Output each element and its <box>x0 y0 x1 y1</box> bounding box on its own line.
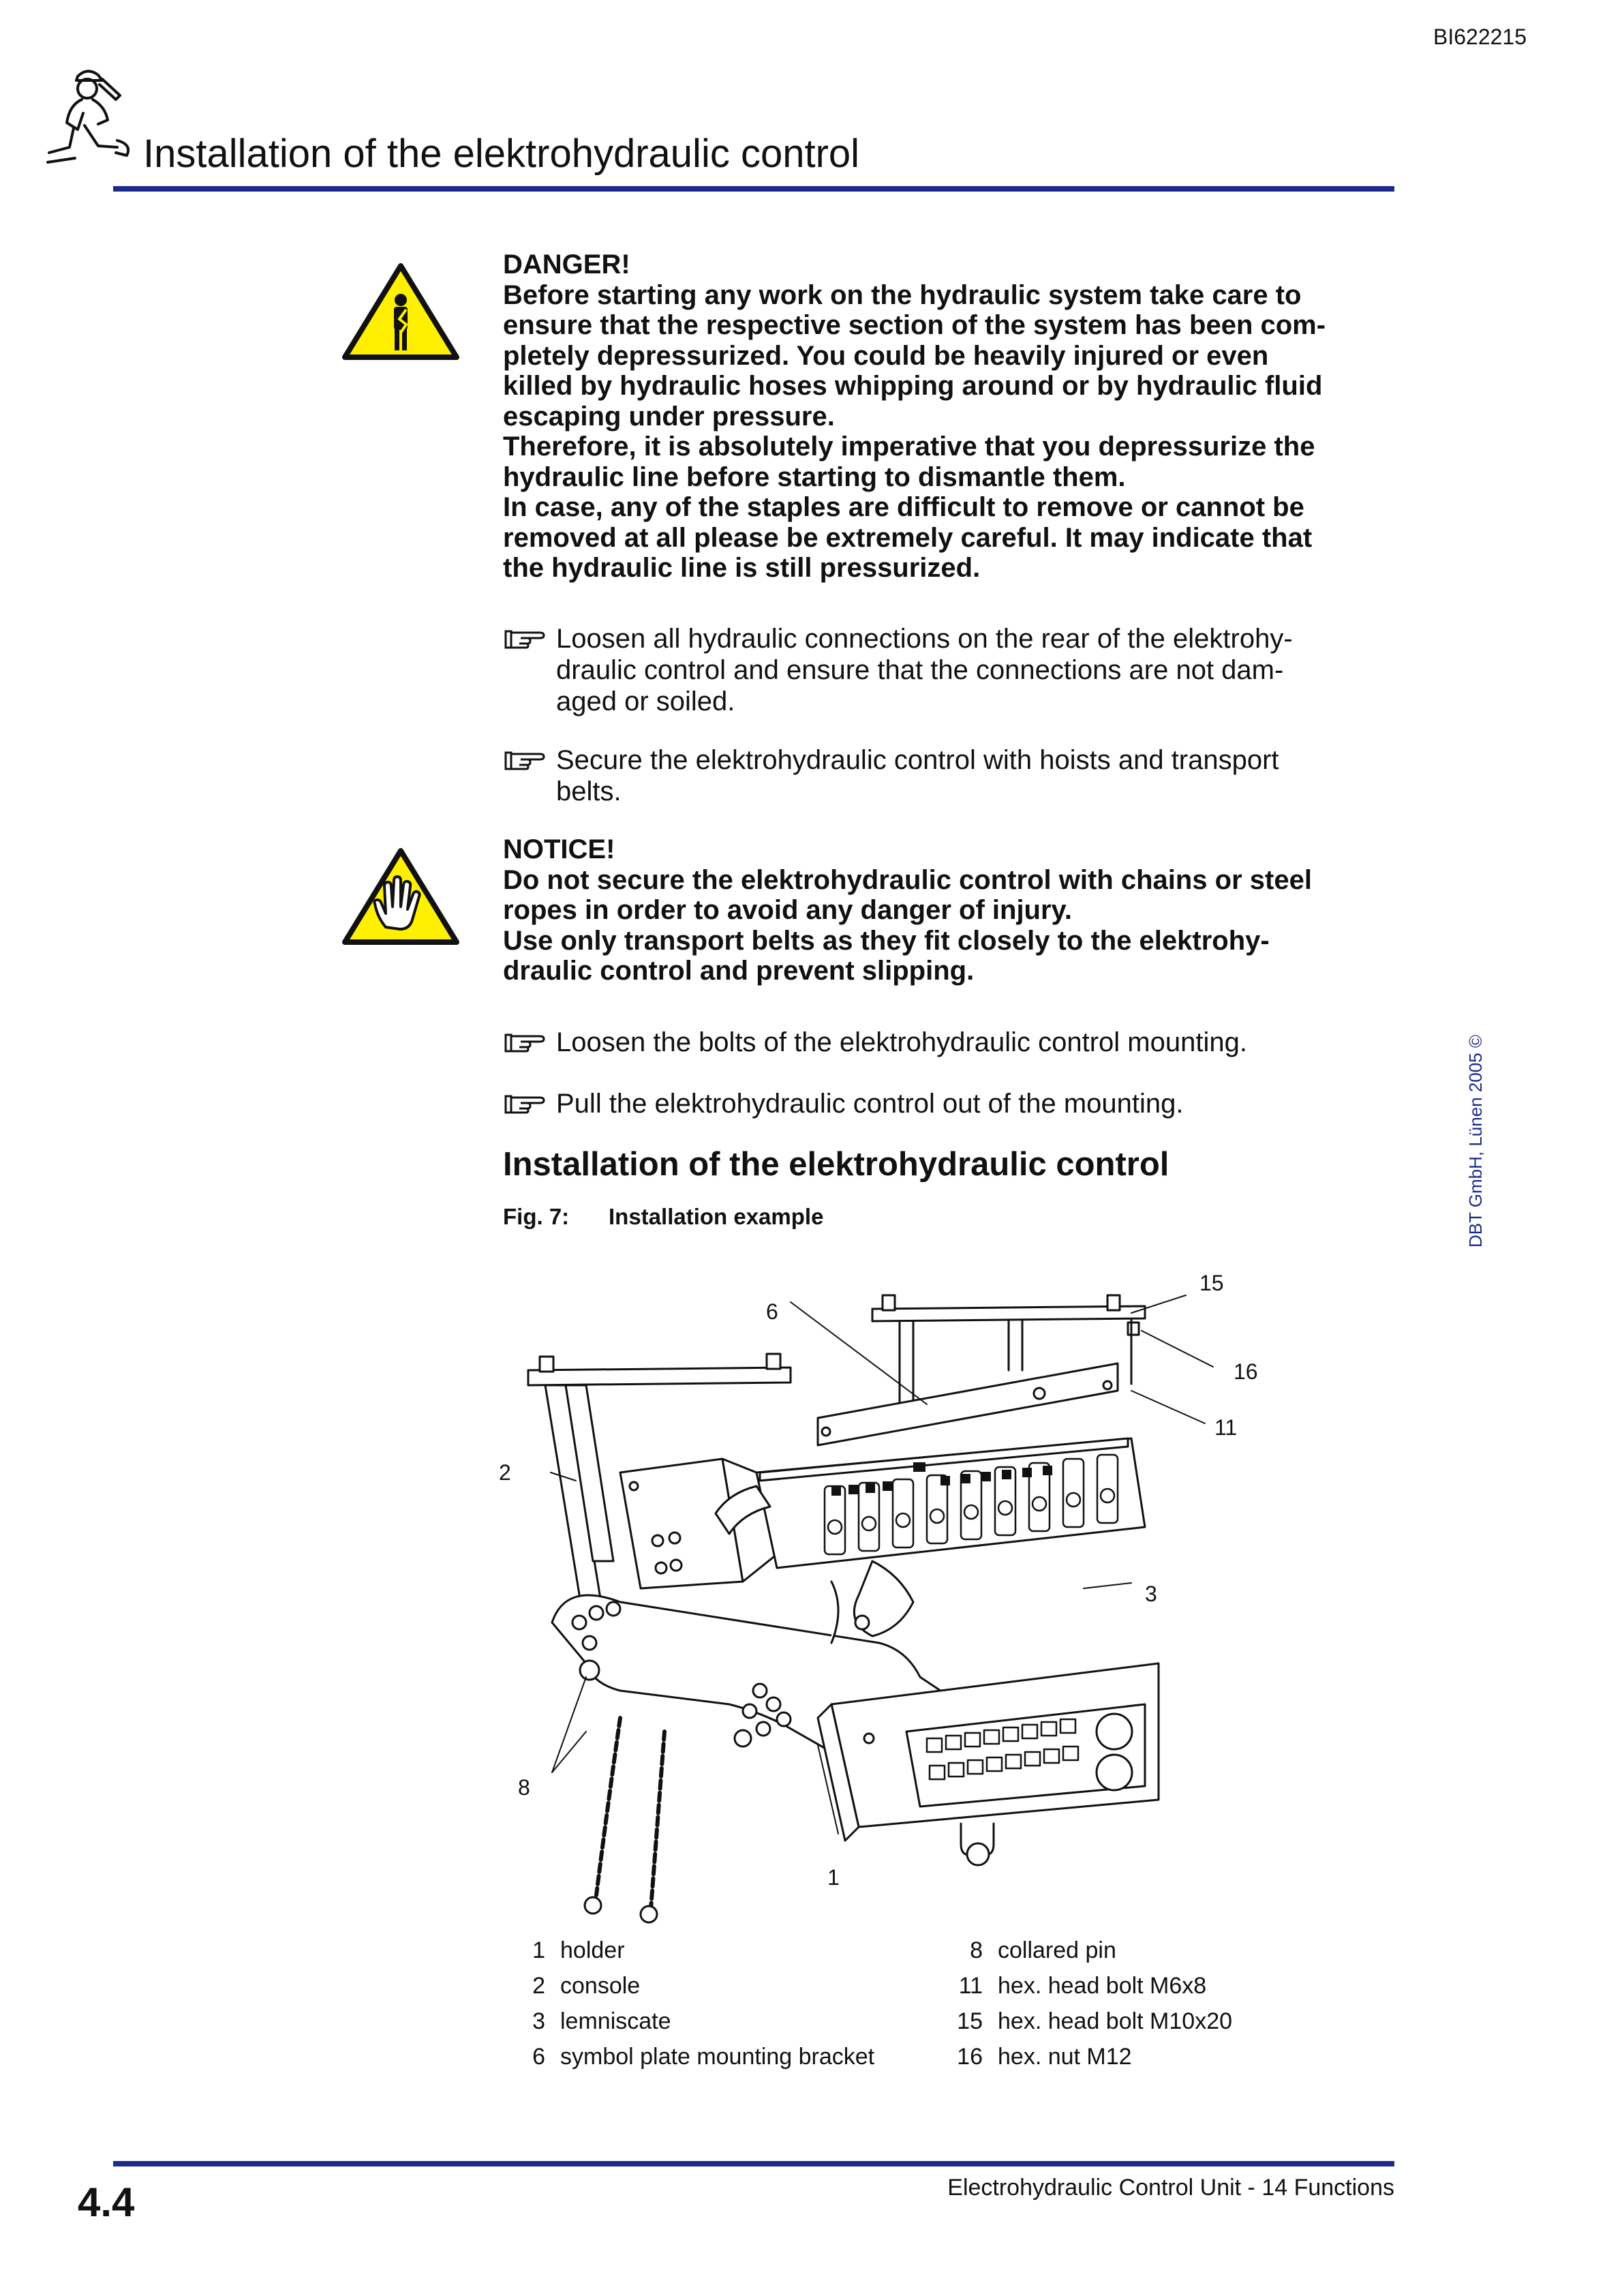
legend-number: 16 <box>957 2044 983 2070</box>
step-item <box>503 623 1403 717</box>
callout-11: 11 <box>1214 1415 1238 1440</box>
footer-title: Electrohydraulic Control Unit - 14 Functions <box>947 2175 1394 2201</box>
legend-item <box>940 2008 1322 2044</box>
danger-line: In case, any of the staples are difficult to remove or cannot be <box>503 492 1304 522</box>
installation-drawing <box>491 1268 1295 1936</box>
danger-line: hydraulic line before starting to dismantle them. <box>503 462 1126 492</box>
legend-item <box>504 1937 940 1973</box>
legend-text: collared pin <box>998 1937 1116 1963</box>
danger-line: killed by hydraulic hoses whipping around or by hydraulic fluid <box>503 371 1323 401</box>
legend-item <box>940 1973 1322 2008</box>
step-text-line: draulic control and ensure that the connections are not dam- <box>556 655 1284 685</box>
pointing-hand-icon <box>503 626 545 650</box>
danger-title: DANGER! <box>503 250 630 280</box>
legend-item <box>504 2008 940 2044</box>
step-text-line: Loosen the bolts of the elektrohydraulic control mounting. <box>556 1027 1247 1057</box>
legend-text: lemniscate <box>560 2008 671 2034</box>
figure-caption-text: Installation example <box>609 1204 824 1229</box>
danger-warning-icon <box>341 262 461 363</box>
footer-rule <box>113 2161 1394 2166</box>
callout-16: 16 <box>1234 1359 1258 1384</box>
callout-15: 15 <box>1199 1271 1224 1295</box>
step-text-line: aged or soiled. <box>556 686 735 716</box>
step-item <box>503 1088 1403 1122</box>
legend-number: 8 <box>970 1937 983 1963</box>
notice-line: Use only transport belts as they fit closely to the elektrohy- <box>503 925 1270 956</box>
callout-8: 8 <box>518 1775 530 1800</box>
danger-line: Before starting any work on the hydraulic system take care to <box>503 280 1302 310</box>
legend-item <box>504 1973 940 2008</box>
legend-text: hex. head bolt M6x8 <box>998 1973 1207 1999</box>
legend-number: 2 <box>532 1973 545 1999</box>
document-id: BI622215 <box>1433 25 1527 49</box>
legend-left <box>504 1937 940 2079</box>
callout-1: 1 <box>827 1865 840 1890</box>
step-item <box>503 744 1403 807</box>
pointing-hand-icon <box>503 747 545 772</box>
figure-caption <box>503 1204 823 1230</box>
callout-6: 6 <box>766 1299 778 1324</box>
section-heading: Installation of the elektrohydraulic control <box>503 1146 1169 1183</box>
legend-item <box>504 2044 940 2079</box>
page-number: 4.4 <box>78 2179 135 2225</box>
danger-line: ensure that the respective section of the system has been com- <box>503 310 1326 340</box>
callout-2: 2 <box>499 1460 511 1485</box>
legend-text: console <box>560 1973 641 1999</box>
worker-icon <box>42 60 138 176</box>
danger-line: removed at all please be extremely careful. It may indicate that <box>503 522 1313 553</box>
legend-item <box>940 1937 1322 1973</box>
notice-line: Do not secure the elektrohydraulic control with chains or steel <box>503 864 1312 895</box>
pointing-hand-icon <box>503 1091 545 1115</box>
legend-number: 1 <box>532 1937 545 1963</box>
danger-line: Therefore, it is absolutely imperative that you depressurize the <box>503 432 1315 462</box>
danger-block <box>503 250 1403 584</box>
notice-title: NOTICE! <box>503 834 615 864</box>
notice-line: ropes in order to avoid any danger of injury. <box>503 895 1072 925</box>
notice-block <box>503 834 1403 986</box>
notice-line: draulic control and prevent slipping. <box>503 956 975 986</box>
legend-number: 11 <box>958 1973 983 1999</box>
step-item <box>503 1027 1403 1061</box>
copyright-notice: DBT GmbH, Lünen 2005 © <box>1465 1034 1486 1248</box>
legend-text: symbol plate mounting bracket <box>560 2044 875 2070</box>
legend-text: hex. nut M12 <box>998 2044 1132 2070</box>
legend-text: holder <box>560 1937 625 1963</box>
step-text-line: Pull the elektrohydraulic control out of the mounting. <box>556 1089 1184 1119</box>
step-text-line: Loosen all hydraulic connections on the rear of the elektrohy- <box>556 624 1293 654</box>
legend-item <box>940 2044 1322 2079</box>
danger-line: escaping under pressure. <box>503 401 835 432</box>
legend-right <box>940 1937 1322 2079</box>
legend-number: 15 <box>957 2008 983 2034</box>
header-rule <box>113 186 1394 192</box>
legend-number: 3 <box>532 2008 545 2034</box>
legend-text: hex. head bolt M10x20 <box>998 2008 1233 2034</box>
header-title: Installation of the elektrohydraulic control <box>143 132 860 176</box>
step-text-line: Secure the elektrohydraulic control with hoists and transport <box>556 745 1279 775</box>
notice-hand-warning-icon <box>341 847 461 948</box>
danger-line: pletely depressurized. You could be heavily injured or even <box>503 340 1269 371</box>
callout-3: 3 <box>1145 1582 1157 1606</box>
pointing-hand-icon <box>503 1029 545 1054</box>
figure-label: Fig. 7: <box>503 1204 570 1229</box>
danger-line: the hydraulic line is still pressurized. <box>503 553 981 583</box>
legend-number: 6 <box>532 2044 545 2070</box>
step-text-line: belts. <box>556 776 622 806</box>
